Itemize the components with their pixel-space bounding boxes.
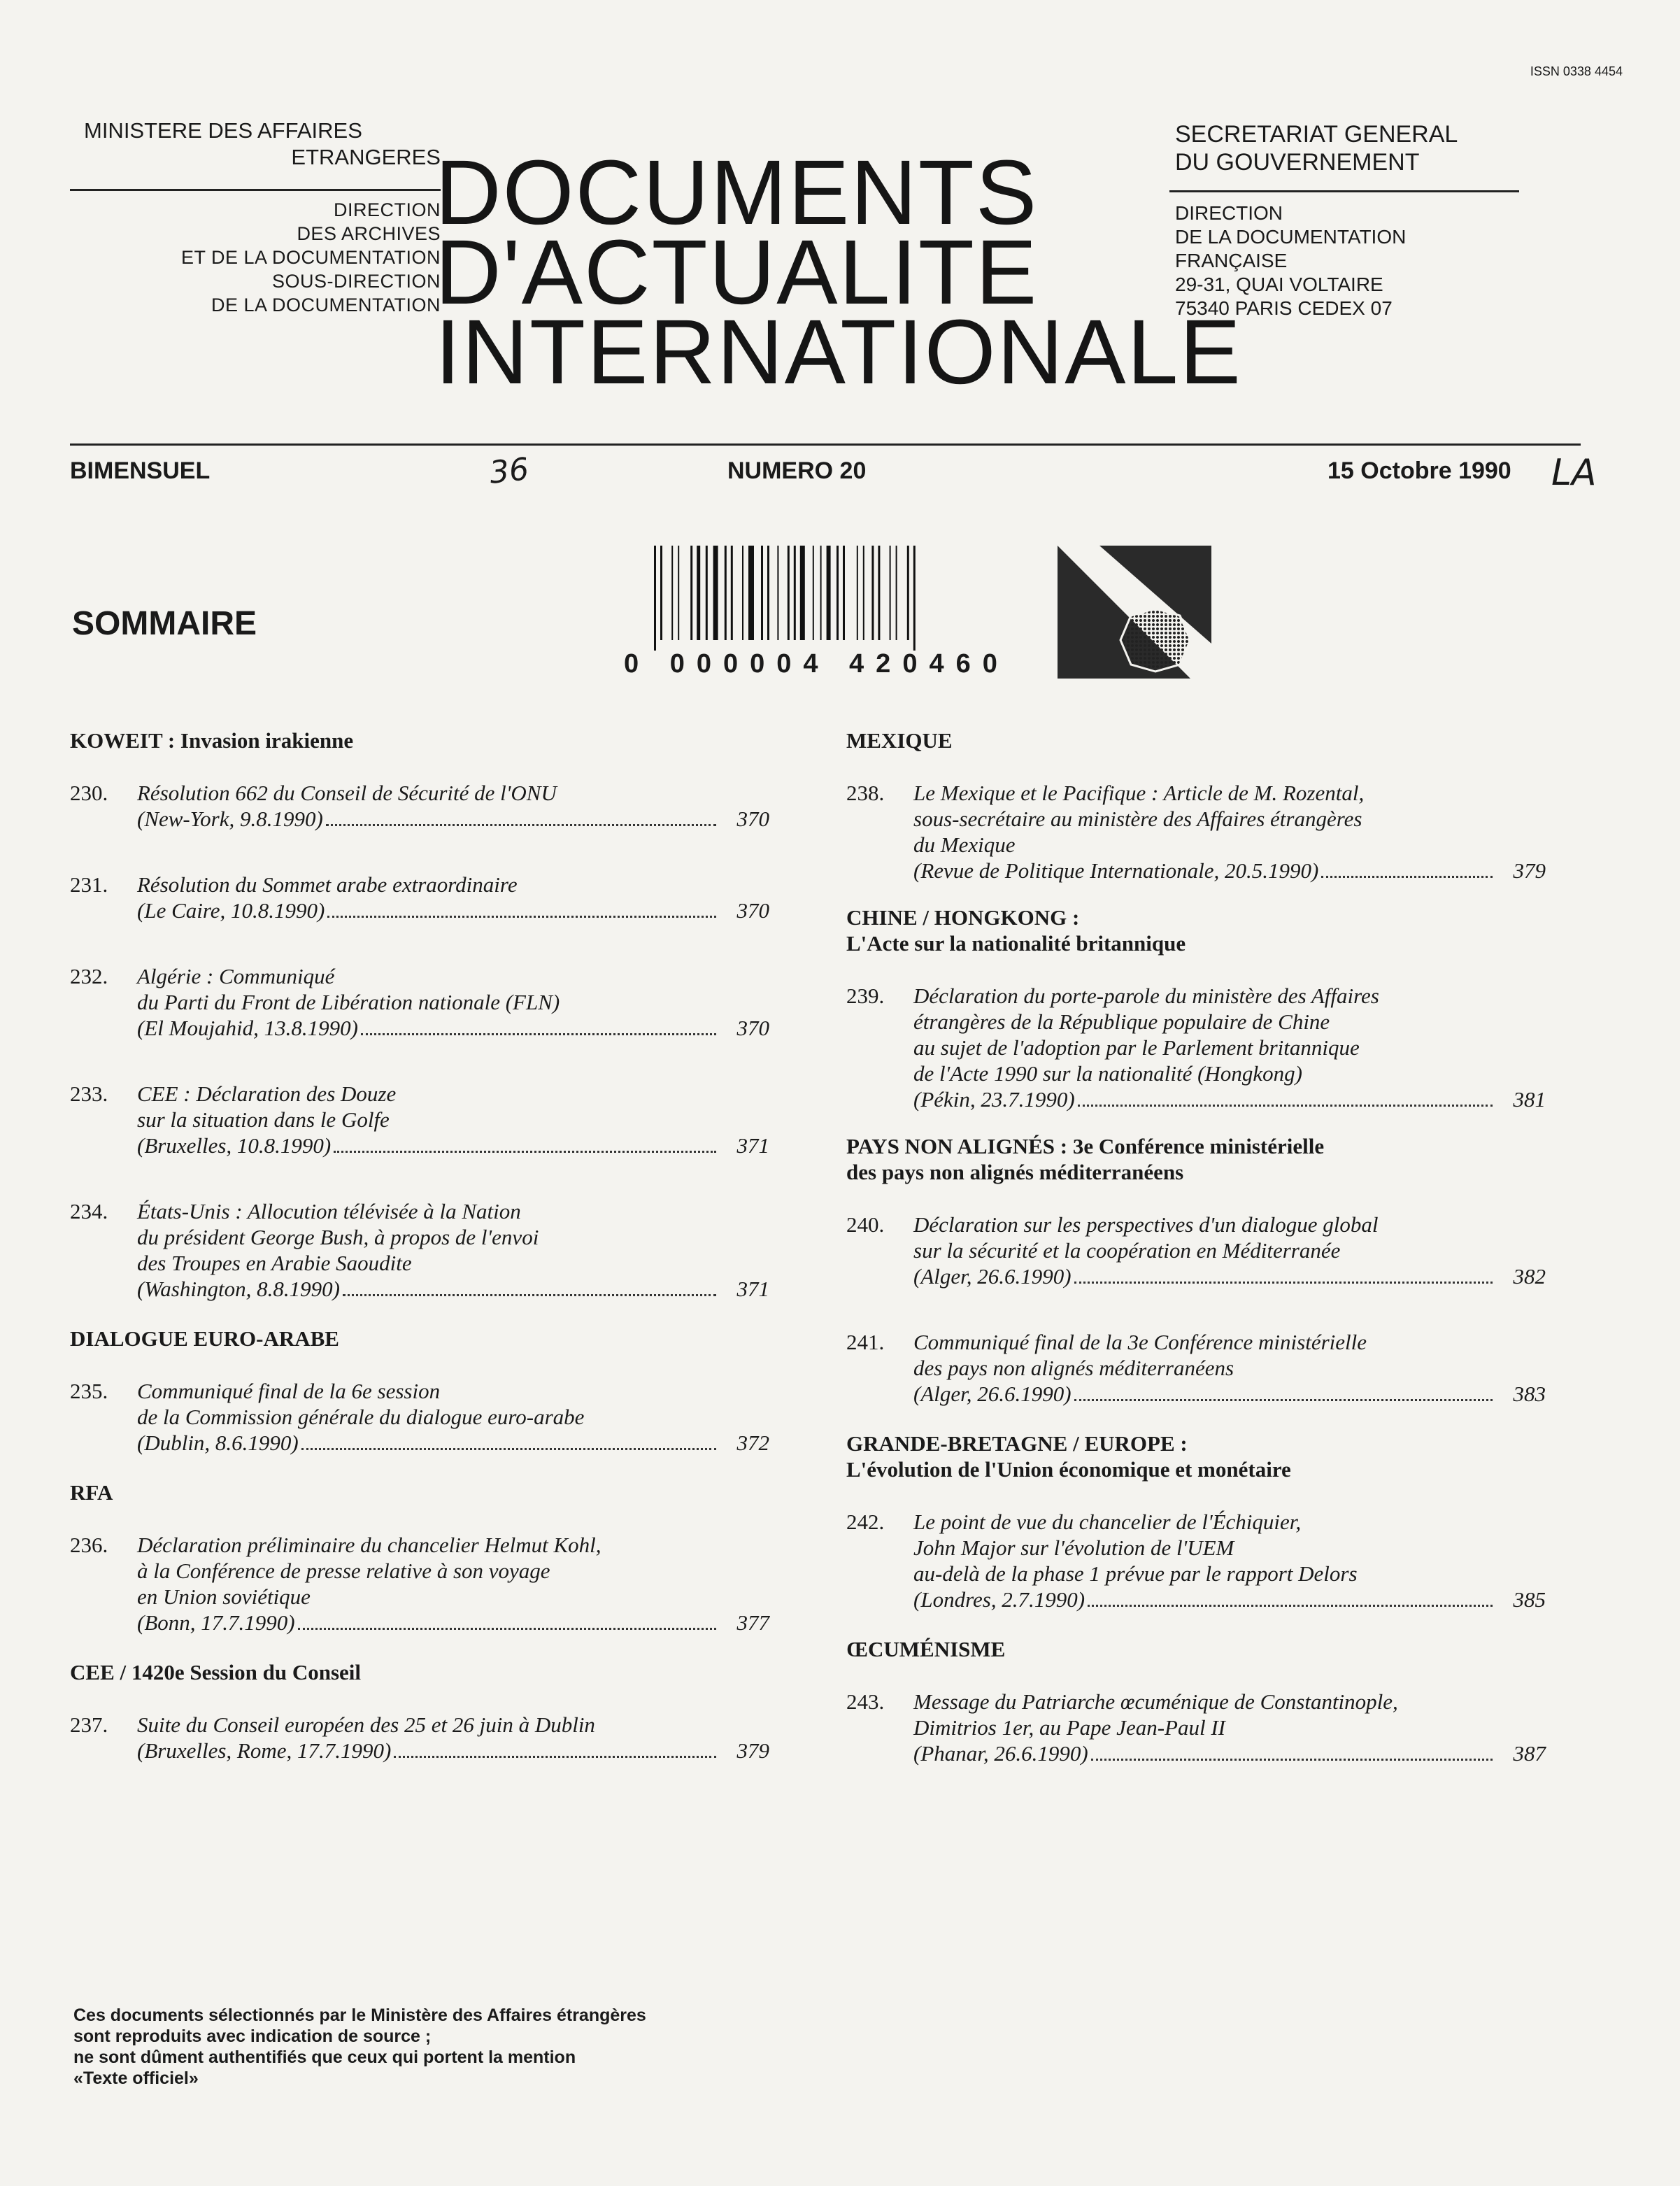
toc-entry [70,963,769,1041]
entry-line: Algérie : Communiqué [137,964,335,988]
footer-line: sont reproduits avec indication de source ; [73,2027,432,2046]
entry-number: 235. [70,1379,108,1403]
entry-line: des pays non alignés méditerranéens [913,1356,1234,1380]
direction-line: DIRECTION [334,199,441,220]
entry-line: Le Mexique et le Pacifique : Article de M. Rozental, [913,781,1365,805]
toc-right-column [846,728,1546,1806]
entry-page: 383 [1513,1382,1546,1406]
entry-line: Suite du Conseil européen des 25 et 26 juin à Dublin [137,1712,595,1737]
entry-page: 377 [736,1610,769,1635]
section-heading: RFA [70,1480,113,1505]
entry-source: (Bruxelles, 10.8.1990) [137,1133,332,1158]
entry-number: 237. [70,1712,108,1737]
ministry-line2: ETRANGERES [291,145,441,169]
entry-number: 241. [846,1330,885,1354]
entry-number: 236. [70,1533,108,1557]
entry-page: 370 [736,1016,769,1040]
entry-line: de l'Acte 1990 sur la nationalité (Hongkong) [913,1061,1302,1086]
entry-line: Le point de vue du chancelier de l'Échiquier, [913,1510,1302,1534]
section-title: GRANDE-BRETAGNE / EUROPE : [846,1431,1188,1456]
handwritten-number: 36 [487,451,531,491]
entry-number: 242. [846,1510,885,1534]
section-heading: CEE / 1420e Session du Conseil [70,1660,362,1684]
barcode-digits: 0 000004 420460 [624,649,1009,679]
entry-line: Déclaration sur les perspectives d'un dialogue global [913,1212,1379,1237]
entry-number: 233. [70,1081,108,1106]
entry-line: du Parti du Front de Libération nationale (FLN) [137,990,560,1014]
entry-page: 387 [1513,1741,1546,1766]
entry-line: de la Commission générale du dialogue euro-arabe [137,1405,585,1429]
section-subtitle: des pays non alignés méditerranéens [846,1160,1184,1184]
issn: ISSN 0338 4454 [1530,64,1623,78]
address-line: FRANÇAISE [1175,250,1288,271]
issue-number: NUMERO 20 [727,457,867,484]
entry-source: (New-York, 9.8.1990) [137,807,323,831]
title-line: D'ACTUALITE [435,220,1039,323]
sgg-line2: DU GOUVERNEMENT [1175,149,1420,176]
entry-line: Dimitrios 1er, au Pape Jean-Paul II [913,1715,1225,1740]
entry-source: (Washington, 8.8.1990) [137,1277,340,1301]
entry-page: 379 [736,1738,769,1763]
toc-entry [70,1081,769,1158]
ministry-header [63,118,441,171]
entry-line: Déclaration du porte-parole du ministère des Affaires [913,984,1379,1008]
frequency: BIMENSUEL [70,457,211,484]
section-heading: MEXIQUE [846,728,953,753]
entry-line: étrangères de la République populaire de Chine [913,1009,1330,1034]
entry-line: sur la situation dans le Golfe [137,1107,390,1132]
entry-line: sur la sécurité et la coopération en Méditerranée [913,1238,1341,1263]
sommaire-heading: SOMMAIRE [72,605,257,642]
entry-line: au sujet de l'adoption par le Parlement britannique [913,1035,1360,1060]
toc-entry [846,1329,1546,1407]
toc-left-column [70,728,769,1803]
toc-entry [70,1712,769,1763]
section-subtitle: L'évolution de l'Union économique et monétaire [846,1457,1291,1482]
entry-line: Déclaration préliminaire du chancelier Helmut Kohl, [137,1533,601,1557]
entry-line: Communiqué final de la 6e session [137,1379,441,1403]
title-line: INTERNATIONALE [435,300,1242,403]
entry-source: (Alger, 26.6.1990) [913,1264,1072,1289]
entry-page: 381 [1513,1087,1546,1112]
entry-number: 232. [70,964,108,988]
address-line: DIRECTION [1175,202,1283,224]
section-heading [846,1133,1546,1185]
entry-number: 243. [846,1689,885,1714]
toc-entry [70,1198,769,1302]
sgg-header [1175,120,1458,176]
entry-number: 231. [70,872,108,897]
entry-page: 372 [736,1431,769,1455]
barcode [654,546,1046,651]
toc-entry [70,780,769,832]
section-heading [846,1431,1546,1482]
direction-line: ET DE LA DOCUMENTATION [180,247,441,268]
entry-source: (Bruxelles, Rome, 17.7.1990) [137,1738,392,1763]
ministry-line1: MINISTERE DES AFFAIRES [84,118,362,143]
entry-number: 240. [846,1212,885,1237]
entry-page: 370 [736,807,769,831]
footer-line: ne sont dûment authentifiés que ceux qui portent la mention [73,2047,576,2067]
toc-entry [70,872,769,923]
sgg-line1: SECRETARIAT GENERAL [1175,121,1458,148]
entry-page: 370 [736,898,769,923]
toc-entry [846,983,1546,1112]
footer-line: «Texte officiel» [73,2068,199,2088]
entry-source: (Bonn, 17.7.1990) [137,1610,295,1635]
entry-source: (Dublin, 8.6.1990) [137,1431,299,1455]
address-line: DE LA DOCUMENTATION [1175,226,1407,248]
section-heading: ŒCUMÉNISME [846,1637,1006,1661]
masthead-rule [70,443,1581,446]
direction-line: DES ARCHIVES [297,223,441,244]
entry-line: États-Unis : Allocution télévisée à la Nation [137,1199,521,1223]
entry-line: du Mexique [913,832,1016,857]
entry-number: 238. [846,781,885,805]
title-line: DOCUMENTS [435,141,1039,243]
entry-source: (Revue de Politique Internationale, 20.5.1990) [913,858,1319,883]
footer-line: Ces documents sélectionnés par le Ministère des Affaires étrangères [73,2006,646,2025]
entry-page: 385 [1513,1587,1546,1612]
toc-entry [846,780,1546,883]
entry-line: Résolution 662 du Conseil de Sécurité de l'ONU [137,781,557,805]
entry-source: (Londres, 2.7.1990) [913,1587,1085,1612]
entry-line: du président George Bush, à propos de l'envoi [137,1225,539,1249]
entry-number: 239. [846,984,885,1008]
address-line: 29-31, QUAI VOLTAIRE [1175,274,1383,295]
section-heading: KOWEIT : Invasion irakienne [70,728,354,753]
entry-line: des Troupes en Arabie Saoudite [137,1251,412,1275]
entry-line: Message du Patriarche œcuménique de Constantinople, [913,1689,1398,1714]
direction-line: DE LA DOCUMENTATION [211,294,441,315]
entry-line: au-delà de la phase 1 prévue par le rapport Delors [913,1561,1358,1586]
entry-source: (Alger, 26.6.1990) [913,1382,1072,1406]
section-title: CHINE / HONGKONG : [846,905,1080,930]
toc-entry [846,1509,1546,1612]
entry-line: Communiqué final de la 3e Conférence ministérielle [913,1330,1367,1354]
entry-source: (El Moujahid, 13.8.1990) [137,1016,358,1040]
entry-line: CEE : Déclaration des Douze [137,1081,397,1106]
section-title: PAYS NON ALIGNÉS : 3e Conférence ministérielle [846,1134,1325,1158]
entry-page: 382 [1513,1264,1546,1289]
address-line: 75340 PARIS CEDEX 07 [1175,297,1393,319]
toc-entry [70,1532,769,1635]
publication-title [435,141,1242,403]
section-heading: DIALOGUE EURO-ARABE [70,1326,339,1351]
entry-source: (Phanar, 26.6.1990) [913,1741,1088,1766]
entry-page: 371 [736,1277,769,1301]
sgg-direction [1175,201,1406,320]
entry-line: sous-secrétaire au ministère des Affaires étrangères [913,807,1362,831]
entry-page: 371 [736,1133,769,1158]
direction-line: SOUS-DIRECTION [271,271,441,292]
issue-date: 15 Octobre 1990 [1327,457,1511,484]
entry-line: en Union soviétique [137,1584,311,1609]
handwritten-initials: LA [1551,452,1597,494]
ministry-direction [63,198,441,317]
toc-entry [846,1212,1546,1289]
entry-number: 234. [70,1199,108,1223]
footer-note [73,2005,646,2089]
entry-number: 230. [70,781,108,805]
toc-entry [70,1378,769,1456]
section-heading [846,904,1546,956]
entry-line: à la Conférence de presse relative à son voyage [137,1559,550,1583]
entry-line: John Major sur l'évolution de l'UEM [913,1535,1234,1560]
section-subtitle: L'Acte sur la nationalité britannique [846,931,1186,956]
entry-line: Résolution du Sommet arabe extraordinaire [137,872,518,897]
divider [1169,190,1519,192]
toc-entry [846,1689,1546,1766]
entry-page: 379 [1513,858,1546,883]
divider [70,189,441,191]
entry-source: (Pékin, 23.7.1990) [913,1087,1075,1112]
entry-source: (Le Caire, 10.8.1990) [137,898,325,923]
publisher-logo [1051,539,1218,686]
